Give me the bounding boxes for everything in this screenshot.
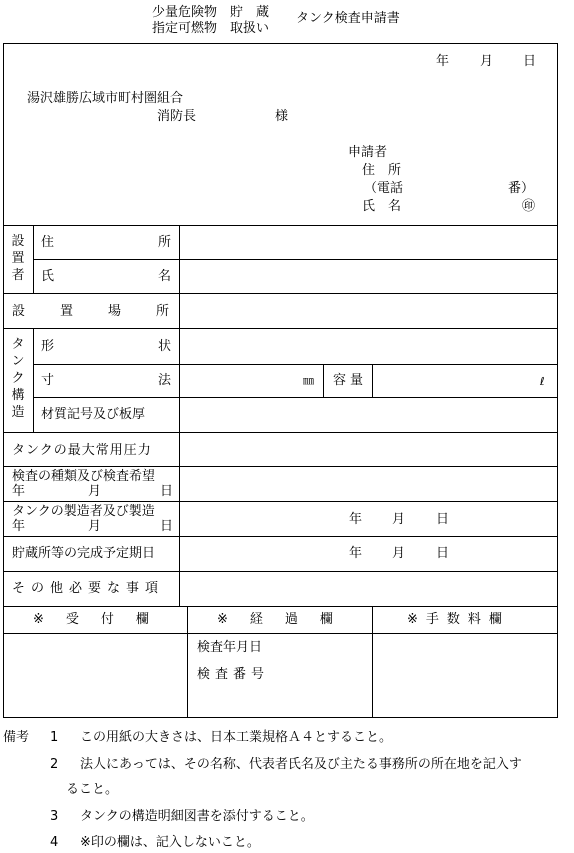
applicant-phone-suffix: 番） [508,181,535,196]
remark-2-cont: ること。 [66,782,119,797]
rule-capacity-split [372,364,373,397]
installer-group-label: 設置者 [11,234,25,283]
rule-dim-bottom [33,397,558,398]
remark-1-num: 1 [50,730,59,745]
dimensions-unit: ㎜ [303,374,314,387]
remark-4-text: ※印の欄は、記入しないこと。 [80,835,260,850]
completion-value-year: 年 [349,546,363,561]
tank-structure-group-label: タンク構造 [11,337,25,420]
header-date-year: 年 [436,54,450,69]
installer-name-label [41,269,276,284]
max-pressure-label: タンクの最大常用圧力 [12,443,152,458]
rule-group-col-tank [33,328,34,432]
progress-inspection-date: 検査年月日 [197,640,263,655]
manufacturer-label: タンクの製造者及び製造 [12,504,155,519]
rule-office-header-bottom [3,633,558,634]
rule-manufacturer-top [3,501,558,502]
other-label: その他必要な事項 [12,581,165,596]
manufacture-value-day: 日 [436,512,450,527]
rule-shape-bottom [33,364,558,365]
inspection-date-day: 日 [160,484,174,499]
header-date-month: 月 [480,54,494,69]
capacity-label: 容量 [333,373,368,388]
reception-header: ※受付欄 [33,612,171,627]
title-line-store: 少量危険物 貯 蔵 [152,5,270,20]
remark-1-text: この用紙の大きさは、日本工業規格Ａ４とすること。 [80,730,393,745]
remark-2-text: 法人にあっては、その名称、代表者氏名及び主たる事務所の所在地を記入す [80,757,522,772]
installer-name-text: 氏名 [41,269,276,284]
inspection-date-month: 月 [88,484,102,499]
addressee-title: 消防長 [157,109,197,124]
rule-other-top [3,571,558,572]
manufacture-date-day: 日 [160,519,174,534]
header-date-day: 日 [523,54,537,69]
title-line-handle: 指定可燃物 取扱い [152,21,270,36]
material-label: 材質記号及び板厚 [41,407,146,422]
completion-value-day: 日 [436,546,450,561]
manufacture-date-month: 月 [88,519,102,534]
manufacture-value-month: 月 [392,512,406,527]
remark-3-num: 3 [50,809,59,824]
remark-2-num: 2 [50,757,59,772]
completion-value-month: 月 [392,546,406,561]
rule-pressure-top [3,432,558,433]
rule-inspection-top [3,466,558,467]
manufacture-date-year: 年 [12,519,26,534]
location-label: 設置場所 [12,304,205,319]
remark-3-text: タンクの構造明細図書を添付すること。 [80,809,314,824]
installer-address-text: 住所 [41,235,276,250]
rule-tank-top [3,328,558,329]
rule-completion-top [3,536,558,537]
rule-office-col1 [187,606,188,718]
remarks-label: 備考 [3,730,30,745]
applicant-name-label: 氏 名 [362,199,402,214]
rule-table-top [3,225,558,226]
manufacture-value-year: 年 [349,512,363,527]
rule-installer-mid [33,259,558,260]
installer-address-label [41,235,276,250]
rule-group-col [33,225,34,293]
seal-mark: ㊞ [522,199,536,214]
dimensions-label: 寸法 [41,373,276,388]
rule-office-col2 [372,606,373,718]
remark-4-num: 4 [50,835,59,850]
applicant-label: 申請者 [348,145,388,160]
fee-header: ※手数料欄 [407,612,510,627]
applicant-phone-label: （電話 [364,181,404,196]
completion-label: 貯蔵所等の完成予定期日 [12,546,156,561]
shape-label: 形状 [41,339,276,354]
inspection-date-year: 年 [12,484,26,499]
rule-office-top [3,606,558,607]
progress-inspection-number: 検査番号 [197,667,270,682]
page-title: タンク検査申請書 [296,11,400,26]
rule-dim-split [323,364,324,397]
addressee-org: 湯沢雄勝広域市町村圏組合 [27,91,184,106]
progress-header: ※経過欄 [217,612,355,627]
honorific: 様 [275,109,289,124]
inspection-type-label: 検査の種類及び検査希望 [12,469,156,484]
rule-location-top [3,293,558,294]
capacity-unit: ℓ [540,375,545,388]
applicant-address-label: 住 所 [362,163,402,178]
